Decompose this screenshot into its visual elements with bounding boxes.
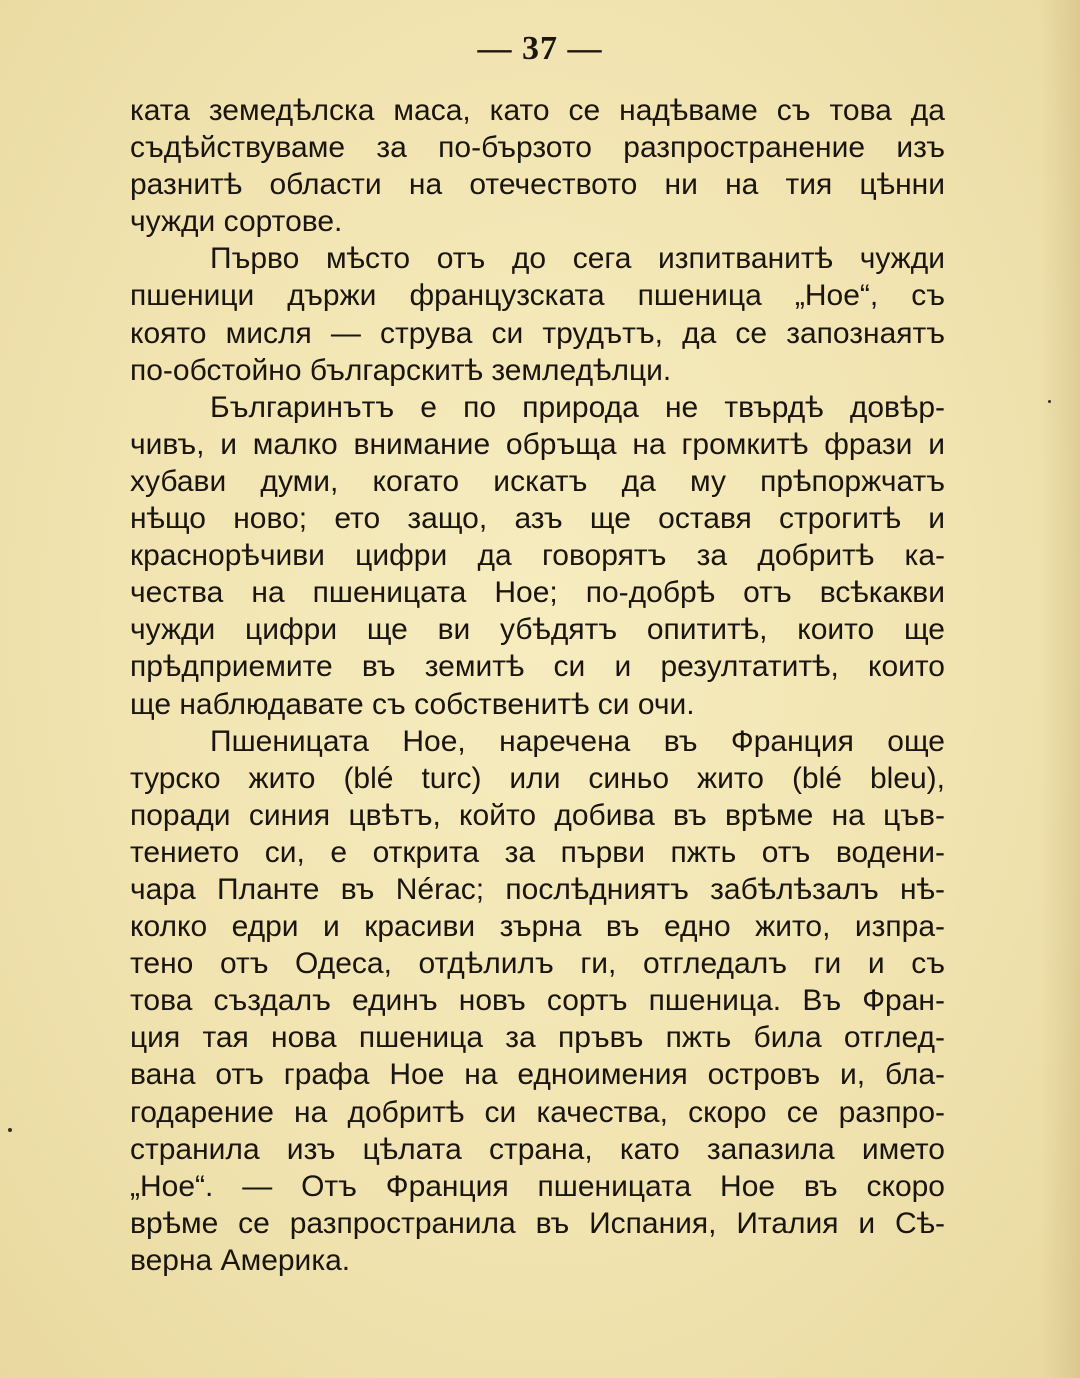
text-line: ката земедѣлска маса, като се надѣваме съ това да (130, 94, 945, 127)
text-line: странила изъ цѣлата страна, като запазила името (130, 1132, 945, 1166)
text-line: „Ное“. — Отъ Франция пшеницата Ное въ скоро (130, 1169, 945, 1203)
text-line: чужди сортове. (130, 205, 343, 239)
text-line: Пшеницата Ное, наречена въ Франция още (210, 724, 945, 758)
text-line: разнитѣ области на отечеството ни на тия цѣнни (130, 168, 945, 202)
text-line: пшеници държи французската пшеница „Ное“, съ (130, 279, 945, 313)
page-number: — 37 — (477, 30, 603, 67)
paper-speck (8, 1128, 12, 1132)
text-line: ще наблюдавате съ собственитѣ си очи. (130, 687, 695, 721)
text-line: Първо мѣсто отъ до сега изпитванитѣ чужди (210, 242, 945, 276)
text-line: краснорѣчиви цифри да говорятъ за добритѣ ка- (130, 539, 945, 573)
text-line: годарение на добритѣ си качества, скоро се разпро- (130, 1095, 945, 1129)
text-line: по-обстойно българскитѣ земледѣлци. (130, 353, 672, 387)
text-line: вана отъ графа Ное на едноимения островъ и, бла- (130, 1058, 945, 1092)
text-line: чара Планте въ Nérac; послѣдниятъ забѣлѣзалъ нѣ- (130, 872, 945, 906)
text-line: това създалъ единъ новъ сортъ пшеница. Въ Фран- (130, 984, 945, 1018)
page-edge-shadow (1040, 0, 1080, 1378)
text-line: врѣме се разпространила въ Испания, Италия и Сѣ- (130, 1206, 945, 1240)
text-line: хубави думи, когато искатъ да му прѣпоржчатъ (130, 464, 945, 498)
text-line: съдѣйствуваме за по-бързото разпространение изъ (130, 131, 945, 165)
text-line: чивъ, и малко внимание обръща на громкитѣ фрази и (130, 427, 945, 461)
text-line: чества на пшеницата Ное; по-добрѣ отъ всѣкакви (130, 576, 945, 610)
text-line: тението си, е открита за първи пжть отъ водени- (130, 835, 945, 869)
text-line: Българинътъ е по природа не твърдѣ довѣр- (210, 390, 945, 424)
text-line: турско жито (blé turc) или синьо жито (blé bleu), (130, 761, 945, 795)
body-text (130, 92, 945, 1279)
text-line: верна Америка. (130, 1243, 351, 1277)
text-line: поради синия цвѣтъ, който добива въ врѣме на цъв- (130, 798, 945, 832)
text-line: колко едри и красиви зърна въ едно жито, изпра- (130, 910, 945, 944)
text-line: прѣдприемите въ земитѣ си и резултатитѣ, които (130, 650, 945, 684)
paper-speck (1048, 400, 1051, 403)
text-line: ция тая нова пшеница за пръвъ пжть била отглед- (130, 1021, 945, 1055)
text-line: тено отъ Одеса, отдѣлилъ ги, отгледалъ ги и съ (130, 947, 945, 981)
text-line: чужди цифри ще ви убѣдятъ опититѣ, които ще (130, 613, 945, 647)
text-line: нѣщо ново; ето защо, азъ ще оставя строгитѣ и (130, 502, 945, 536)
text-line: която мисля — струва си трудътъ, да се запознаятъ (130, 316, 945, 350)
